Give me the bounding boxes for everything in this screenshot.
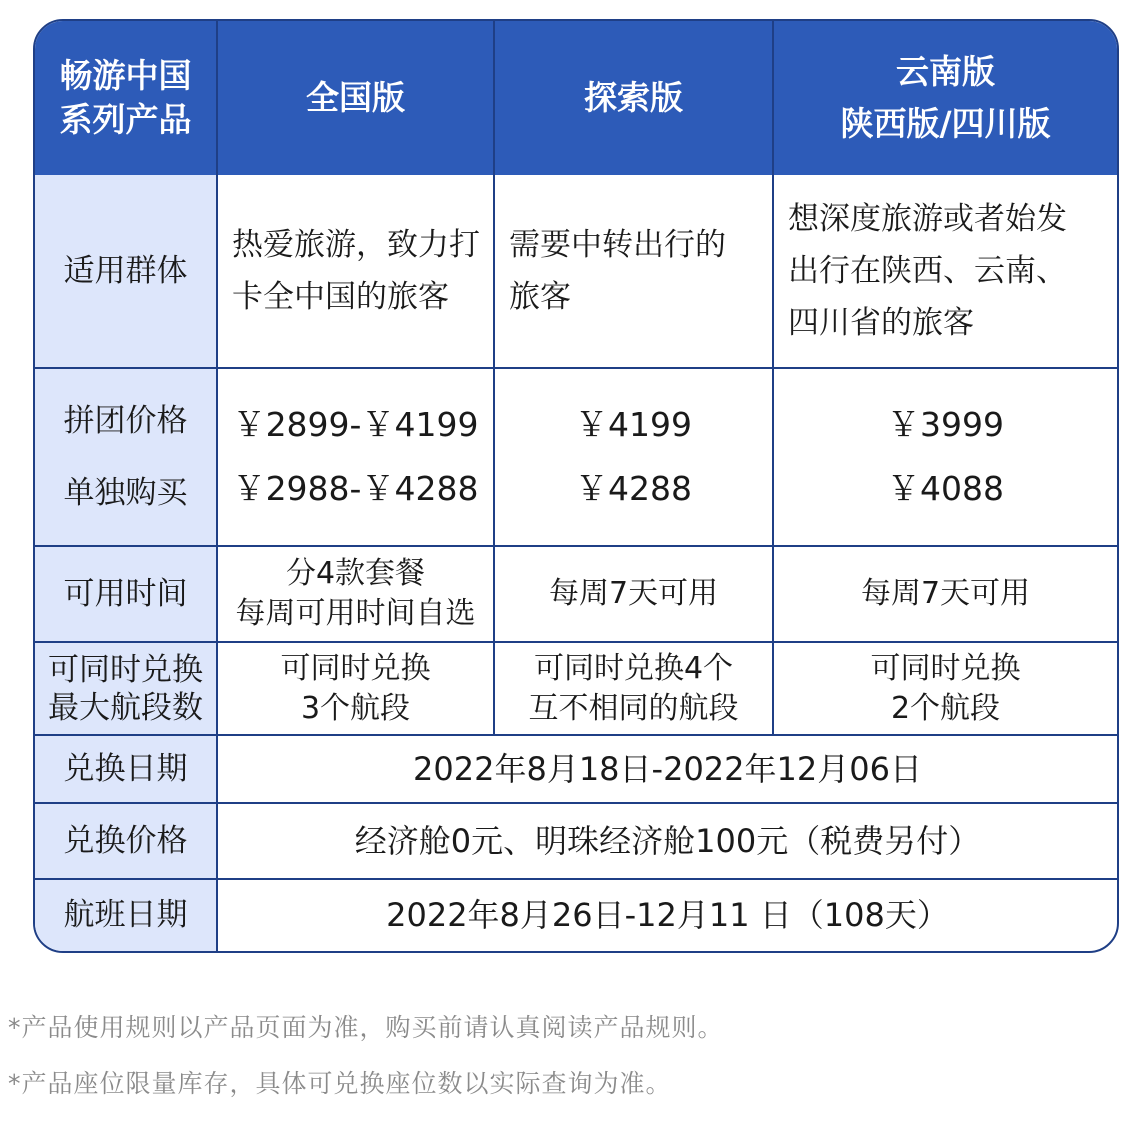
cell-segments-explore: 可同时兑换4个 互不相同的航段 bbox=[494, 642, 773, 734]
product-comparison-table bbox=[35, 21, 1117, 951]
cell-price-explore bbox=[494, 368, 773, 546]
table-row-redeem-price bbox=[35, 803, 1117, 878]
cell-segments-national: 可同时兑换 3个航段 bbox=[217, 642, 494, 734]
cell-audience-explore: 需要中转出行的 旅客 bbox=[494, 175, 773, 368]
label-group-price: 拼团价格 bbox=[63, 402, 188, 439]
price-group-explore: ￥4199 bbox=[575, 404, 692, 444]
row-label-redeem-date: 兑换日期 bbox=[35, 735, 217, 803]
price-group-regional: ￥3999 bbox=[887, 404, 1004, 444]
product-comparison-table-card bbox=[33, 19, 1119, 953]
header-regional: 云南版 陕西版/四川版 bbox=[773, 21, 1117, 175]
cell-time-explore: 每周7天可用 bbox=[494, 546, 773, 642]
cell-flight-date: 2022年8月26日-12月11 日（108天） bbox=[217, 879, 1117, 951]
cell-audience-national: 热爱旅游，致力打 卡全中国的旅客 bbox=[217, 175, 494, 368]
table-row-redeem-date bbox=[35, 735, 1117, 803]
cell-segments-regional: 可同时兑换 2个航段 bbox=[773, 642, 1117, 734]
price-single-national: ￥2988-￥4288 bbox=[232, 468, 479, 508]
row-label-redeem-price: 兑换价格 bbox=[35, 803, 217, 878]
footnote-inventory: *产品座位限量库存，具体可兑换座位数以实际查询为准。 bbox=[8, 1069, 672, 1098]
table-row-audience bbox=[35, 175, 1117, 368]
cell-redeem-price: 经济舱0元、明珠经济舱100元（税费另付） bbox=[217, 803, 1117, 878]
label-single-price: 单独购买 bbox=[63, 474, 188, 511]
cell-redeem-date: 2022年8月18日-2022年12月06日 bbox=[217, 735, 1117, 803]
footnotes bbox=[8, 1000, 724, 1112]
cell-price-regional bbox=[773, 368, 1117, 546]
row-label-time: 可用时间 bbox=[35, 546, 217, 642]
table-row-time bbox=[35, 546, 1117, 642]
table-row-segments bbox=[35, 642, 1117, 734]
price-group-national: ￥2899-￥4199 bbox=[232, 404, 479, 444]
price-single-regional: ￥4088 bbox=[887, 468, 1004, 508]
footnote-rules: *产品使用规则以产品页面为准，购买前请认真阅读产品规则。 bbox=[8, 1013, 724, 1042]
row-label-audience: 适用群体 bbox=[35, 175, 217, 368]
row-label-price bbox=[35, 368, 217, 546]
cell-time-national: 分4款套餐 每周可用时间自选 bbox=[217, 546, 494, 642]
row-label-flight-date: 航班日期 bbox=[35, 879, 217, 951]
cell-time-regional: 每周7天可用 bbox=[773, 546, 1117, 642]
cell-audience-regional: 想深度旅游或者始发 出行在陕西、云南、 四川省的旅客 bbox=[773, 175, 1117, 368]
row-label-segments: 可同时兑换 最大航段数 bbox=[35, 642, 217, 734]
header-row bbox=[35, 21, 1117, 175]
header-explore: 探索版 bbox=[494, 21, 773, 175]
header-series: 畅游中国 系列产品 bbox=[35, 21, 217, 175]
table-row-price bbox=[35, 368, 1117, 546]
header-national: 全国版 bbox=[217, 21, 494, 175]
price-single-explore: ￥4288 bbox=[575, 468, 692, 508]
table-row-flight-date bbox=[35, 879, 1117, 951]
cell-price-national bbox=[217, 368, 494, 546]
